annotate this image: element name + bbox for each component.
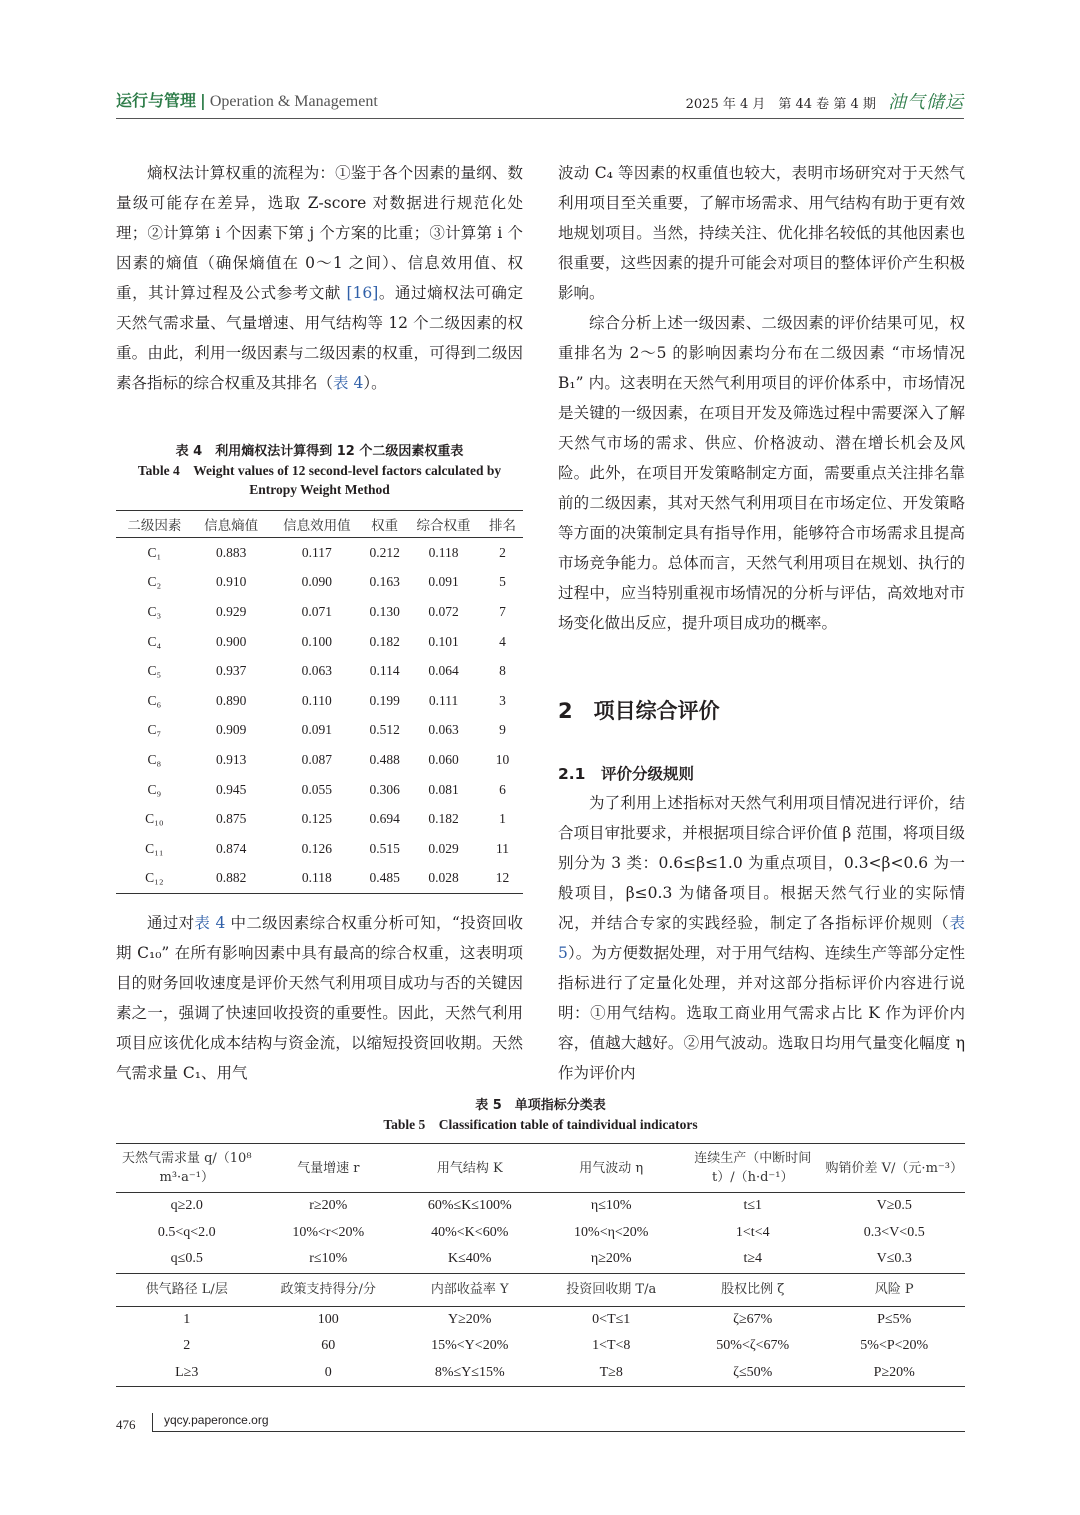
table5-caption-cn: 表 5 单项指标分类表 <box>475 1098 606 1113</box>
table5-header-cell: 政策支持得分/分 <box>258 1273 400 1306</box>
right-column <box>558 158 965 638</box>
table-cell: 0.055 <box>301 781 333 797</box>
table-cell: 0.515 <box>369 840 400 856</box>
section-title: 2 项目综合评价 <box>558 699 720 723</box>
table4-header-cell: 排名 <box>482 511 523 538</box>
table-cell: C₆ <box>147 692 162 708</box>
table5-caption-en: Table 5 Classification table of taindividual indicators <box>383 1117 698 1132</box>
table5-link[interactable]: 表 5 <box>558 914 965 962</box>
table-row <box>116 538 523 568</box>
table5-header-cell: 用气结构 K <box>399 1144 541 1193</box>
table-cell: C₁₀ <box>145 811 164 827</box>
paragraph-comprehensive-analysis: 综合分析上述一级因素、二级因素的评价结果可见，权重排名为 2～5 的影响因素均分布在二级因素 “市场情况 B₁” 内。这表明在天然气利用项目的评价体系中，市场情况是关键的一级因素，在项目开发及筛选过程中需要深入了解天然气市场的需求、供应、价格波动、潜在增长机会及风险。此外，在项目开发策略制定方面，需要重点关注排名靠前的二级因素，其对天然气利用项目在市场定位、开发策略等方面的决策制定具有指导作用，能够符合市场需求且提高市场竞争能力。总体而言，天然气利用项目在规划、执行的过程中，应当特别重视市场情况的分析与评估，高效地对市场变化做出反应，提升项目成功的概率。 <box>558 314 965 632</box>
table-row <box>116 834 523 864</box>
table-cell: 10%<η<20% <box>574 1224 649 1240</box>
table4-link[interactable]: 表 4 <box>194 914 226 932</box>
table-cell: 0.875 <box>215 811 247 827</box>
table-cell: 11 <box>495 840 509 856</box>
table5-caption <box>116 1096 965 1134</box>
header-section-cn: 运行与管理 <box>116 91 197 110</box>
table-cell: 0.488 <box>369 751 400 767</box>
table-cell: 5%<P<20% <box>860 1338 929 1354</box>
table5-header-cell: 内部收益率 Y <box>399 1273 541 1306</box>
table-cell: t≥4 <box>682 1246 824 1273</box>
table-cell: 0 <box>258 1360 400 1387</box>
table5-header-row-a <box>116 1144 965 1193</box>
table-cell: 9 <box>499 722 506 738</box>
table-row <box>116 1220 965 1247</box>
table4-body <box>116 538 523 894</box>
table5-header-cell: 连续生产（中断时间 t）/（h·d⁻¹） <box>682 1144 824 1193</box>
table-cell: t≤1 <box>743 1198 763 1214</box>
table-cell: C₈ <box>147 751 162 767</box>
table-row <box>116 686 523 716</box>
table-row <box>116 1360 965 1387</box>
table-cell: 0.937 <box>215 663 247 679</box>
table-cell: 0.101 <box>428 633 459 649</box>
table-cell: 0.029 <box>428 840 459 856</box>
table5-header-cell: 天然气需求量 q/（10⁸ m³·a⁻¹） <box>116 1144 258 1193</box>
table-row <box>116 775 523 805</box>
table-cell: C₁₂ <box>116 864 193 894</box>
table4 <box>116 510 523 894</box>
table-cell: 0.087 <box>301 751 333 767</box>
table-cell: 0.111 <box>428 692 459 708</box>
table-cell: 1<T<8 <box>592 1338 631 1354</box>
table-row <box>116 1193 965 1220</box>
table5-header-cell: 股权比例 ζ <box>682 1273 824 1306</box>
table-row <box>116 745 523 775</box>
table-cell: 0.126 <box>301 840 333 856</box>
table-cell: 12 <box>482 864 523 894</box>
table-cell: 6 <box>499 781 506 797</box>
table4-caption <box>116 442 523 499</box>
table-cell: 0.118 <box>270 864 365 894</box>
table-cell: 0.063 <box>428 722 459 738</box>
table-cell: ζ≤50% <box>682 1360 824 1387</box>
table-cell: r≤10% <box>258 1246 400 1273</box>
page-number: 476 <box>116 1417 136 1432</box>
table-cell: K≤40% <box>399 1246 541 1273</box>
table-cell: C₅ <box>147 663 162 679</box>
table4-header-cell: 信息熵值 <box>193 511 270 538</box>
table-cell: 0.929 <box>215 603 247 619</box>
table-cell: 0.306 <box>369 781 400 797</box>
table-cell: 0.882 <box>193 864 270 894</box>
table-cell: r≥20% <box>309 1198 348 1214</box>
table4-caption-en: Table 4 Weight values of 12 second-level factors calculated by Entropy Weight Method <box>137 463 502 497</box>
table-cell: 60%≤K≤100% <box>427 1198 512 1214</box>
table5-body <box>116 1144 965 1387</box>
table4-header-cell: 二级因素 <box>116 511 193 538</box>
table-row <box>116 1246 965 1273</box>
table-cell: 0.064 <box>428 663 459 679</box>
table-cell: C₉ <box>147 781 162 797</box>
table-cell: P≥20% <box>824 1360 966 1387</box>
table-cell: 1 <box>499 811 506 827</box>
table-row <box>116 597 523 627</box>
table-cell: 0.212 <box>369 544 400 560</box>
table-cell: 0.090 <box>301 574 333 590</box>
table-cell: 1 <box>183 1311 191 1327</box>
table-cell: 0.091 <box>428 574 459 590</box>
table-cell: 40%<K<60% <box>431 1224 509 1240</box>
table-cell: η≥20% <box>541 1246 683 1273</box>
journal-logo: 油气储运 <box>888 92 964 113</box>
table-cell: T≥8 <box>541 1360 683 1387</box>
table-row <box>116 864 523 894</box>
table4-header-cell: 综合权重 <box>405 511 482 538</box>
table-cell: 0.512 <box>369 722 400 738</box>
table-cell: 0.063 <box>301 663 333 679</box>
table-cell: 0.913 <box>215 751 247 767</box>
table-cell: 0.182 <box>369 633 400 649</box>
table-cell: 0.5<q<2.0 <box>157 1224 216 1240</box>
table-cell: 0.945 <box>215 781 247 797</box>
left-column-bottom <box>116 908 523 1088</box>
table-cell: C₁ <box>147 544 162 560</box>
table-row <box>116 1333 965 1360</box>
table-cell: 0.485 <box>364 864 405 894</box>
table-cell: 8%≤Y≤15% <box>399 1360 541 1387</box>
subsection-title: 2.1 评价分级规则 <box>558 765 694 783</box>
table-cell: 50%<ζ<67% <box>716 1338 790 1354</box>
table4-header-cell: 权重 <box>364 511 405 538</box>
table-cell: 10 <box>495 751 510 767</box>
right-column-bottom <box>558 788 965 1088</box>
table-cell: 0.130 <box>369 603 400 619</box>
footer-rule <box>152 1431 965 1432</box>
table4-caption-cn: 表 4 利用熵权法计算得到 12 个二级因素权重表 <box>175 444 464 459</box>
header-issue-info <box>686 88 964 114</box>
table-cell: 0.114 <box>369 663 400 679</box>
table-cell: 4 <box>499 633 506 649</box>
table-cell: C₂ <box>147 574 162 590</box>
table-cell: 100 <box>317 1311 339 1327</box>
table-cell: 0.110 <box>301 692 332 708</box>
table-cell: 60 <box>321 1338 336 1354</box>
table-cell: 0.118 <box>428 544 459 560</box>
table5-header-row-b <box>116 1273 965 1306</box>
table-cell: 0.071 <box>301 603 333 619</box>
header-section-en: Operation & Management <box>209 93 378 110</box>
reference-link[interactable]: [16] <box>346 284 379 302</box>
table-row <box>116 568 523 598</box>
table5-header-cell: 气量增速 r <box>258 1144 400 1193</box>
table-cell: 2 <box>499 544 506 560</box>
header-issue: 2025 年 4 月 第 44 卷 第 4 期 <box>685 97 876 112</box>
table-cell: L≥3 <box>116 1360 258 1387</box>
table-cell: q≥2.0 <box>170 1198 203 1214</box>
left-column-top <box>116 158 523 398</box>
table-cell: Y≥20% <box>448 1311 492 1327</box>
table-cell: 0.900 <box>215 633 247 649</box>
table-cell: 1<t<4 <box>735 1224 770 1240</box>
table-cell: ζ≥67% <box>733 1311 773 1327</box>
running-header <box>116 84 964 119</box>
table-row <box>116 656 523 686</box>
table-cell: 7 <box>499 603 506 619</box>
table-cell: 0<T≤1 <box>592 1311 631 1327</box>
table-cell: V≤0.3 <box>824 1246 966 1273</box>
table-row <box>116 627 523 657</box>
footer-url[interactable]: yqcy.paperonce.org <box>164 1413 269 1427</box>
table-cell: V≥0.5 <box>876 1198 912 1214</box>
paragraph-grading-rules: 为了利用上述指标对天然气利用项目情况进行评价，结合项目审批要求，并根据项目综合评价值 β 范围，将项目级别分为 3 类：0.6≤β≤1.0 为重点项目，0.3<β<0.6 为一般项目，β≤0.3 为储备项目。根据天然气行业的实际情况，并结合专家的实践经验，制定了各指标评价规则（表 5）。为方便数据处理，对于用气结构、连续生产等部分定性指标进行了定量化处理，并对这部分指标评价内容进行说明：①用气结构。选取工商业用气需求占比 K 作为评价内容，值越大越好。②用气波动。选取日均用气量变化幅度 η 作为评价内 <box>558 794 965 1082</box>
table-cell: 0.072 <box>428 603 459 619</box>
table-cell: 0.883 <box>215 544 247 560</box>
page-footer <box>116 1413 965 1433</box>
table-cell: 0.125 <box>301 811 333 827</box>
table4-header-cell: 信息效用值 <box>270 511 365 538</box>
table-row <box>116 716 523 746</box>
table-cell: 0.081 <box>428 781 459 797</box>
table-cell: C₇ <box>147 722 162 738</box>
table-cell: 0.060 <box>428 751 459 767</box>
table-cell: 0.091 <box>301 722 333 738</box>
table-cell: 3 <box>499 692 506 708</box>
table-cell: 10%<r<20% <box>292 1224 365 1240</box>
table-cell: C₄ <box>147 633 162 649</box>
table-cell: q≤0.5 <box>116 1246 258 1273</box>
table5-header-cell: 风险 P <box>824 1273 966 1306</box>
table-cell: 0.910 <box>215 574 247 590</box>
table-cell: 0.182 <box>428 811 459 827</box>
table-cell: 0.100 <box>301 633 333 649</box>
table-cell: C₁₁ <box>145 840 164 856</box>
paragraph-market-research: 波动 C₄ 等因素的权重值也较大，表明市场研究对于天然气利用项目至关重要，了解市场需求、用气结构有助于更有效地规划项目。当然，持续关注、优化排名较低的其他因素也很重要，这些因素的提升可能会对项目的整体评价产生积极影响。 <box>558 164 965 302</box>
table-cell: P≤5% <box>877 1311 912 1327</box>
table-cell: 0.028 <box>405 864 482 894</box>
paragraph-table4-analysis: 通过对表 4 中二级因素综合权重分析可知，“投资回收期 C₁₀” 在所有影响因素中具有最高的综合权重，这表明项目的财务回收速度是评价天然气利用项目成功与否的关键因素之一，强调了快速回收投资的重要性。因此，天然气利用项目应该优化成本结构与资金流，以缩短投资回收期。天然气需求量 C₁、用气 <box>116 914 523 1082</box>
table-cell: 0.117 <box>301 544 332 560</box>
table-cell: 15%<Y<20% <box>431 1338 509 1354</box>
table4-link[interactable]: 表 4 <box>333 374 364 392</box>
table-cell: 5 <box>499 574 506 590</box>
table4-header-row <box>116 511 523 538</box>
table5 <box>116 1143 965 1387</box>
table-cell: 0.694 <box>369 811 400 827</box>
table-cell: 8 <box>499 663 506 679</box>
table-row <box>116 1306 965 1333</box>
table-cell: C₃ <box>147 603 162 619</box>
table5-header-cell: 用气波动 η <box>541 1144 683 1193</box>
table-cell: 0.874 <box>215 840 247 856</box>
table-row <box>116 804 523 834</box>
table-cell: 0.890 <box>215 692 247 708</box>
footer-divider <box>152 1413 153 1431</box>
table-cell: 0.909 <box>215 722 247 738</box>
table-cell: 0.3<V<0.5 <box>863 1224 925 1240</box>
table-cell: 2 <box>183 1338 191 1354</box>
header-section <box>116 88 378 111</box>
header-separator: | <box>200 91 206 110</box>
table5-header-cell: 购销价差 V/（元·m⁻³） <box>824 1144 966 1193</box>
table5-header-cell: 投资回收期 T/a <box>541 1273 683 1306</box>
table-cell: η≤10% <box>590 1198 632 1214</box>
table5-header-cell: 供气路径 L/层 <box>116 1273 258 1306</box>
table-cell: 0.199 <box>369 692 400 708</box>
paragraph-entropy-method: 熵权法计算权重的流程为：①鉴于各个因素的量纲、数量级可能存在差异，选取 Z-score 对数据进行规范化处理；②计算第 i 个因素下第 j 个方案的比重；③计算第 i 个因素的熵值（确保熵值在 0～1 之间）、信息效用值、权重，其计算过程及公式参考文献 [16]。通过熵权法可确定天然气需求量、气量增速、用气结构等 12 个二级因素的权重。由此，利用一级因素与二级因素的权重，可得到二级因素各指标的综合权重及其排名（表 4）。 <box>116 164 523 392</box>
table-cell: 0.163 <box>369 574 400 590</box>
